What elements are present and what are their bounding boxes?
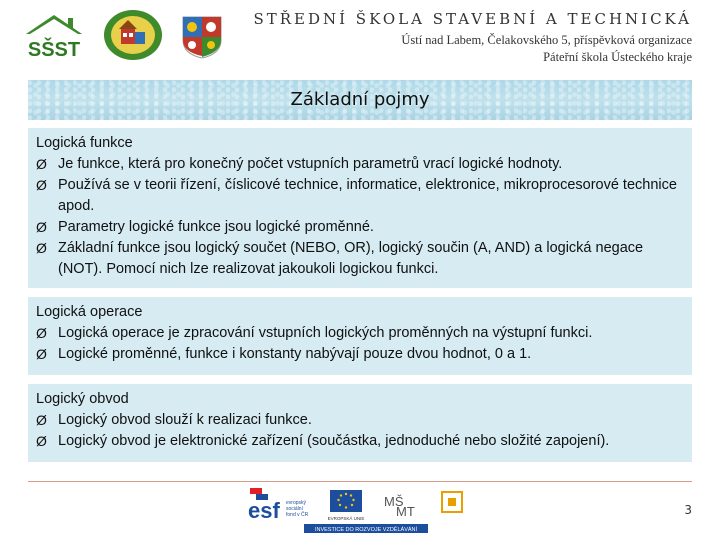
svg-text:MT: MT <box>396 504 415 519</box>
school-patron: Páteřní škola Ústeckého kraje <box>543 50 692 64</box>
section-heading: Logická funkce <box>36 135 133 151</box>
svg-text:fond v ČR: fond v ČR <box>286 512 309 518</box>
list-item: Ø Logická operace je zpracování vstupních logických proměnných na výstupní funkci. <box>36 323 684 344</box>
footer-divider <box>28 481 692 482</box>
svg-text:sociální: sociální <box>286 506 303 512</box>
page-number: 3 <box>684 503 692 517</box>
coat-of-arms <box>180 14 224 60</box>
school-logo-sss <box>22 12 86 62</box>
arrow-bullet-icon: Ø <box>36 177 47 193</box>
school-name: STŘEDNÍ ŠKOLA STAVEBNÍ A TECHNICKÁ <box>253 10 692 28</box>
school-emblem <box>102 8 164 62</box>
logo-text: SŠST <box>27 39 81 61</box>
list-item: Ø Logické proměnné, funkce i konstanty nabývají pouze dvou hodnot, 0 a 1. <box>36 344 684 365</box>
esf-logo-icon <box>248 488 309 523</box>
list-item: Ø Je funkce, která pro konečný počet vstupních parametrů vrací logické hodnoty. <box>36 154 684 175</box>
arrow-bullet-icon: Ø <box>36 325 47 341</box>
section-heading: Logický obvod <box>36 391 129 407</box>
arrow-bullet-icon: Ø <box>36 156 47 172</box>
section-logicky-obvod <box>28 384 692 462</box>
arrow-bullet-icon: Ø <box>36 433 47 449</box>
arrow-bullet-icon: Ø <box>36 412 47 428</box>
section-heading: Logická operace <box>36 304 143 320</box>
eu-flag-icon <box>328 490 365 521</box>
arrow-bullet-icon: Ø <box>36 346 47 362</box>
list-item: Ø Logický obvod je elektronické zařízení (součástka, jednoduché nebo složité zapojení). <box>36 431 684 452</box>
arrow-bullet-icon: Ø <box>36 240 47 256</box>
esf-text: esf <box>248 498 280 523</box>
list-item: Ø Parametry logické funkce jsou logické proměnné. <box>36 217 684 238</box>
slide-title: Základní pojmy <box>290 89 430 110</box>
svg-text:MŠ: MŠ <box>384 494 404 509</box>
school-address: Ústí nad Labem, Čelakovského 5, příspěvková organizace <box>401 33 692 47</box>
msmt-logo-icon <box>384 494 415 519</box>
op-logo-icon <box>442 492 462 512</box>
list-item: Ø Základní funkce jsou logický součet (NEBO, OR), logický součin (A, AND) a logická negace (NOT). Pomocí nich lze realizovat jakoukoli logickou funkci. <box>36 240 644 277</box>
svg-text:EVROPSKÁ UNIE: EVROPSKÁ UNIE <box>327 516 365 521</box>
list-item: Ø Používá se v teorii řízení, číslicové technice, informatice, elektronice, mikroprocesorové technice apod. <box>36 177 677 214</box>
svg-text:evropský: evropský <box>286 500 307 506</box>
title-bar <box>28 80 692 120</box>
arrow-bullet-icon: Ø <box>36 219 47 235</box>
eu-funding-logos <box>246 486 476 534</box>
list-item: Ø Logický obvod slouží k realizaci funkce. <box>36 410 684 431</box>
section-logicka-funkce <box>28 128 692 288</box>
section-logicka-operace <box>28 297 692 375</box>
footer-banner: INVESTICE DO ROZVOJE VZDĚLÁVÁNÍ <box>314 527 418 533</box>
